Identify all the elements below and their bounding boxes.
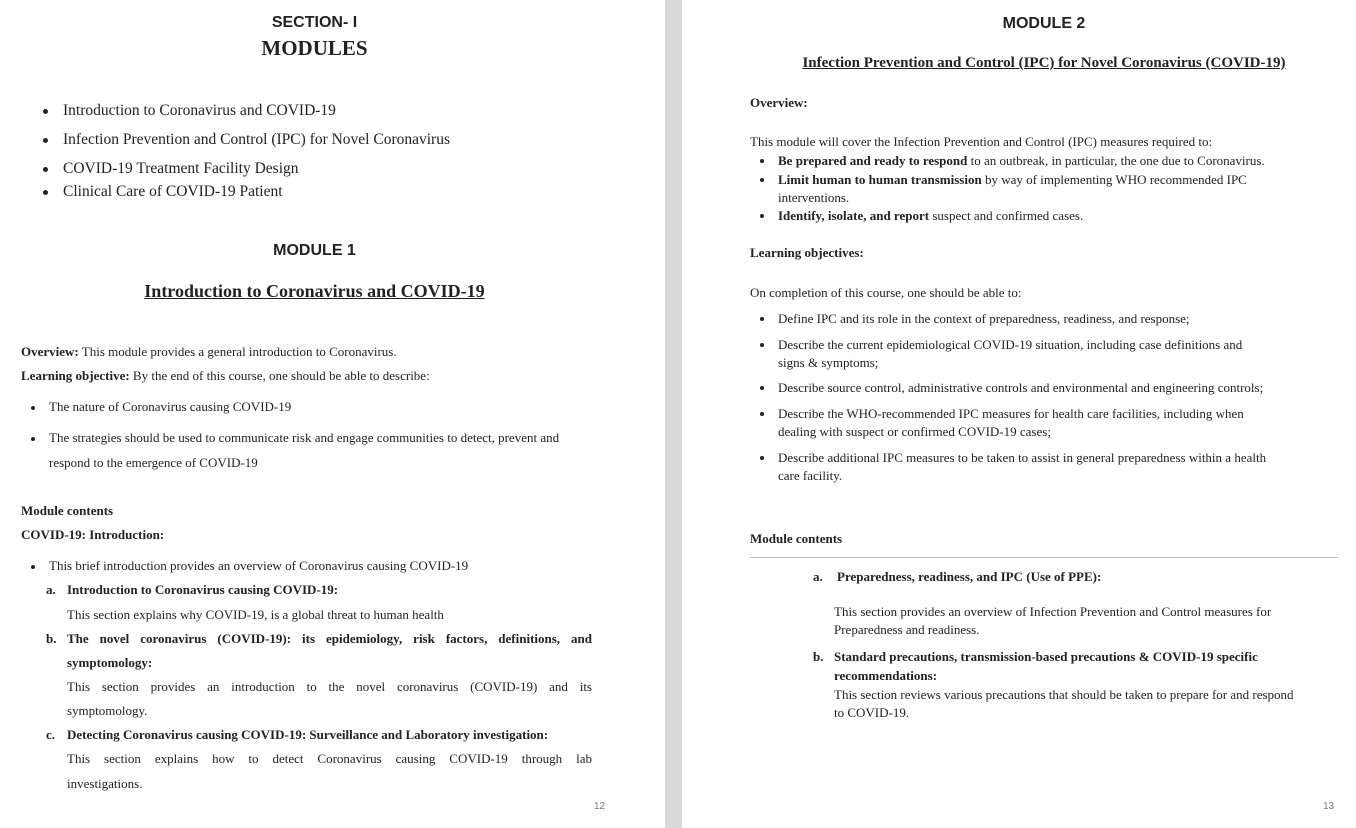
module-list-item: Infection Prevention and Control (IPC) for Novel Coronavirus [63,131,450,148]
item-desc: This section provides an introduction to the novel coronavirus (COVID-19) and its [67,679,592,694]
overview-bullet-text: suspect and confirmed cases. [929,208,1084,223]
bullet-icon [43,138,48,143]
bullet-icon [43,167,48,172]
overview-bullet-text: by way of implementing WHO recommended IPC [981,172,1247,187]
objective-text: By the end of this course, one should be able to describe: [132,368,430,383]
objectives-label: Learning objectives: [750,245,864,260]
overview-label: Overview: [21,344,79,359]
objective-item-continued: respond to the emergence of COVID-19 [49,455,258,470]
item-marker: c. [46,727,56,742]
module-list-item: Clinical Care of COVID-19 Patient [63,183,283,200]
item-title-continued: recommendations: [834,668,938,683]
overview-line [21,344,397,360]
bullet-icon [43,190,48,195]
overview-intro: This module will cover the Infection Prevention and Control (IPC) measures required to: [750,134,1213,149]
overview-text: This module provides a general introduction to Coronavirus. [81,344,397,359]
bullet-icon [760,317,764,321]
item-desc-continued: Preparedness and readiness. [834,622,980,637]
module-contents-label: Module contents [750,531,843,546]
intro-bullet: This brief introduction provides an overview of Coronavirus causing COVID-19 [49,558,469,573]
item-marker: a. [813,569,823,584]
overview-label: Overview: [750,95,808,110]
overview-bullet-bold: Identify, isolate, and report [778,208,930,223]
item-title: Introduction to Coronavirus causing COVID-19: [67,582,339,597]
overview-bullet [778,208,1083,224]
item-marker: a. [46,582,56,597]
item-desc-continued: to COVID-19. [834,705,910,720]
objectives-intro: On completion of this course, one should be able to: [750,285,1022,300]
item-marker: b. [46,631,57,646]
section-label: SECTION- I [271,14,358,31]
item-title: Detecting Coronavirus causing COVID-19: Surveillance and Laboratory investigation: [67,727,549,742]
overview-bullet [778,153,1265,169]
module1-title: Introduction to Coronavirus and COVID-19 [144,281,485,301]
document-page-13 [682,0,1356,828]
module-contents-label: Module contents [21,503,114,518]
bullet-icon [760,386,764,390]
divider [750,557,1338,558]
item-desc: This section reviews various precautions that should be taken to prepare for and respond [834,687,1294,702]
module2-label: MODULE 2 [1002,15,1086,32]
objective-item: Describe the current epidemiological COVID-19 situation, including case definitions and [778,337,1243,352]
objective-item: Describe source control, administrative controls and environmental and engineering controls; [778,380,1264,395]
page-number: 12 [594,801,606,812]
objective-item-continued: care facility. [778,468,843,483]
modules-title: MODULES [261,36,368,60]
overview-bullet-bold: Limit human to human transmission [778,172,982,187]
bullet-icon [760,159,764,163]
item-title: The novel coronavirus (COVID-19): its epidemiology, risk factors, definitions, and [67,631,592,646]
item-desc-continued: investigations. [67,776,143,791]
objective-item: Describe the WHO-recommended IPC measures for health care facilities, including when [778,406,1244,421]
objective-item-continued: dealing with suspect or confirmed COVID-19 cases; [778,424,1051,439]
overview-bullet-bold: Be prepared and ready to respond [778,153,968,168]
document-page-12 [0,0,665,828]
objective-item: Define IPC and its role in the context of preparedness, readiness, and response; [778,311,1190,326]
item-desc: This section explains why COVID-19, is a global threat to human health [67,607,444,622]
module-list-item: Introduction to Coronavirus and COVID-19 [63,102,336,119]
overview-bullet [778,172,1247,188]
bullet-icon [43,109,48,114]
bullet-icon [760,412,764,416]
bullet-icon [31,406,35,410]
item-desc: This section provides an overview of Infection Prevention and Control measures for [834,604,1272,619]
objective-item: The nature of Coronavirus causing COVID-19 [49,399,292,414]
overview-bullet-text: to an outbreak, in particular, the one due to Coronavirus. [967,153,1265,168]
bullet-icon [760,456,764,460]
objective-item-continued: signs & symptoms; [778,355,879,370]
item-title: Standard precautions, transmission-based precautions & COVID-19 specific [834,649,1258,664]
bullet-icon [31,565,35,569]
module1-label: MODULE 1 [273,242,356,259]
overview-bullet-continued: interventions. [778,190,850,205]
objective-line [21,368,430,384]
item-desc-continued: symptomology. [67,703,148,718]
module-list-item: COVID-19 Treatment Facility Design [63,160,299,177]
item-desc: This section explains how to detect Coronavirus causing COVID-19 through lab [67,751,592,766]
bullet-icon [760,214,764,218]
item-title-continued: symptomology: [67,655,153,670]
bullet-icon [760,343,764,347]
objective-label: Learning objective: [21,368,130,383]
objective-item: Describe additional IPC measures to be taken to assist in general preparedness within a health [778,450,1267,465]
bullet-icon [760,178,764,182]
module2-title: Infection Prevention and Control (IPC) for Novel Coronavirus (COVID-19) [802,55,1286,71]
page-number: 13 [1323,801,1335,812]
intro-label: COVID-19: Introduction: [21,527,165,542]
objective-item: The strategies should be used to communicate risk and engage communities to detect, prevent and [49,430,560,445]
item-title: Preparedness, readiness, and IPC (Use of PPE): [837,569,1102,584]
item-marker: b. [813,649,824,664]
bullet-icon [31,437,35,441]
